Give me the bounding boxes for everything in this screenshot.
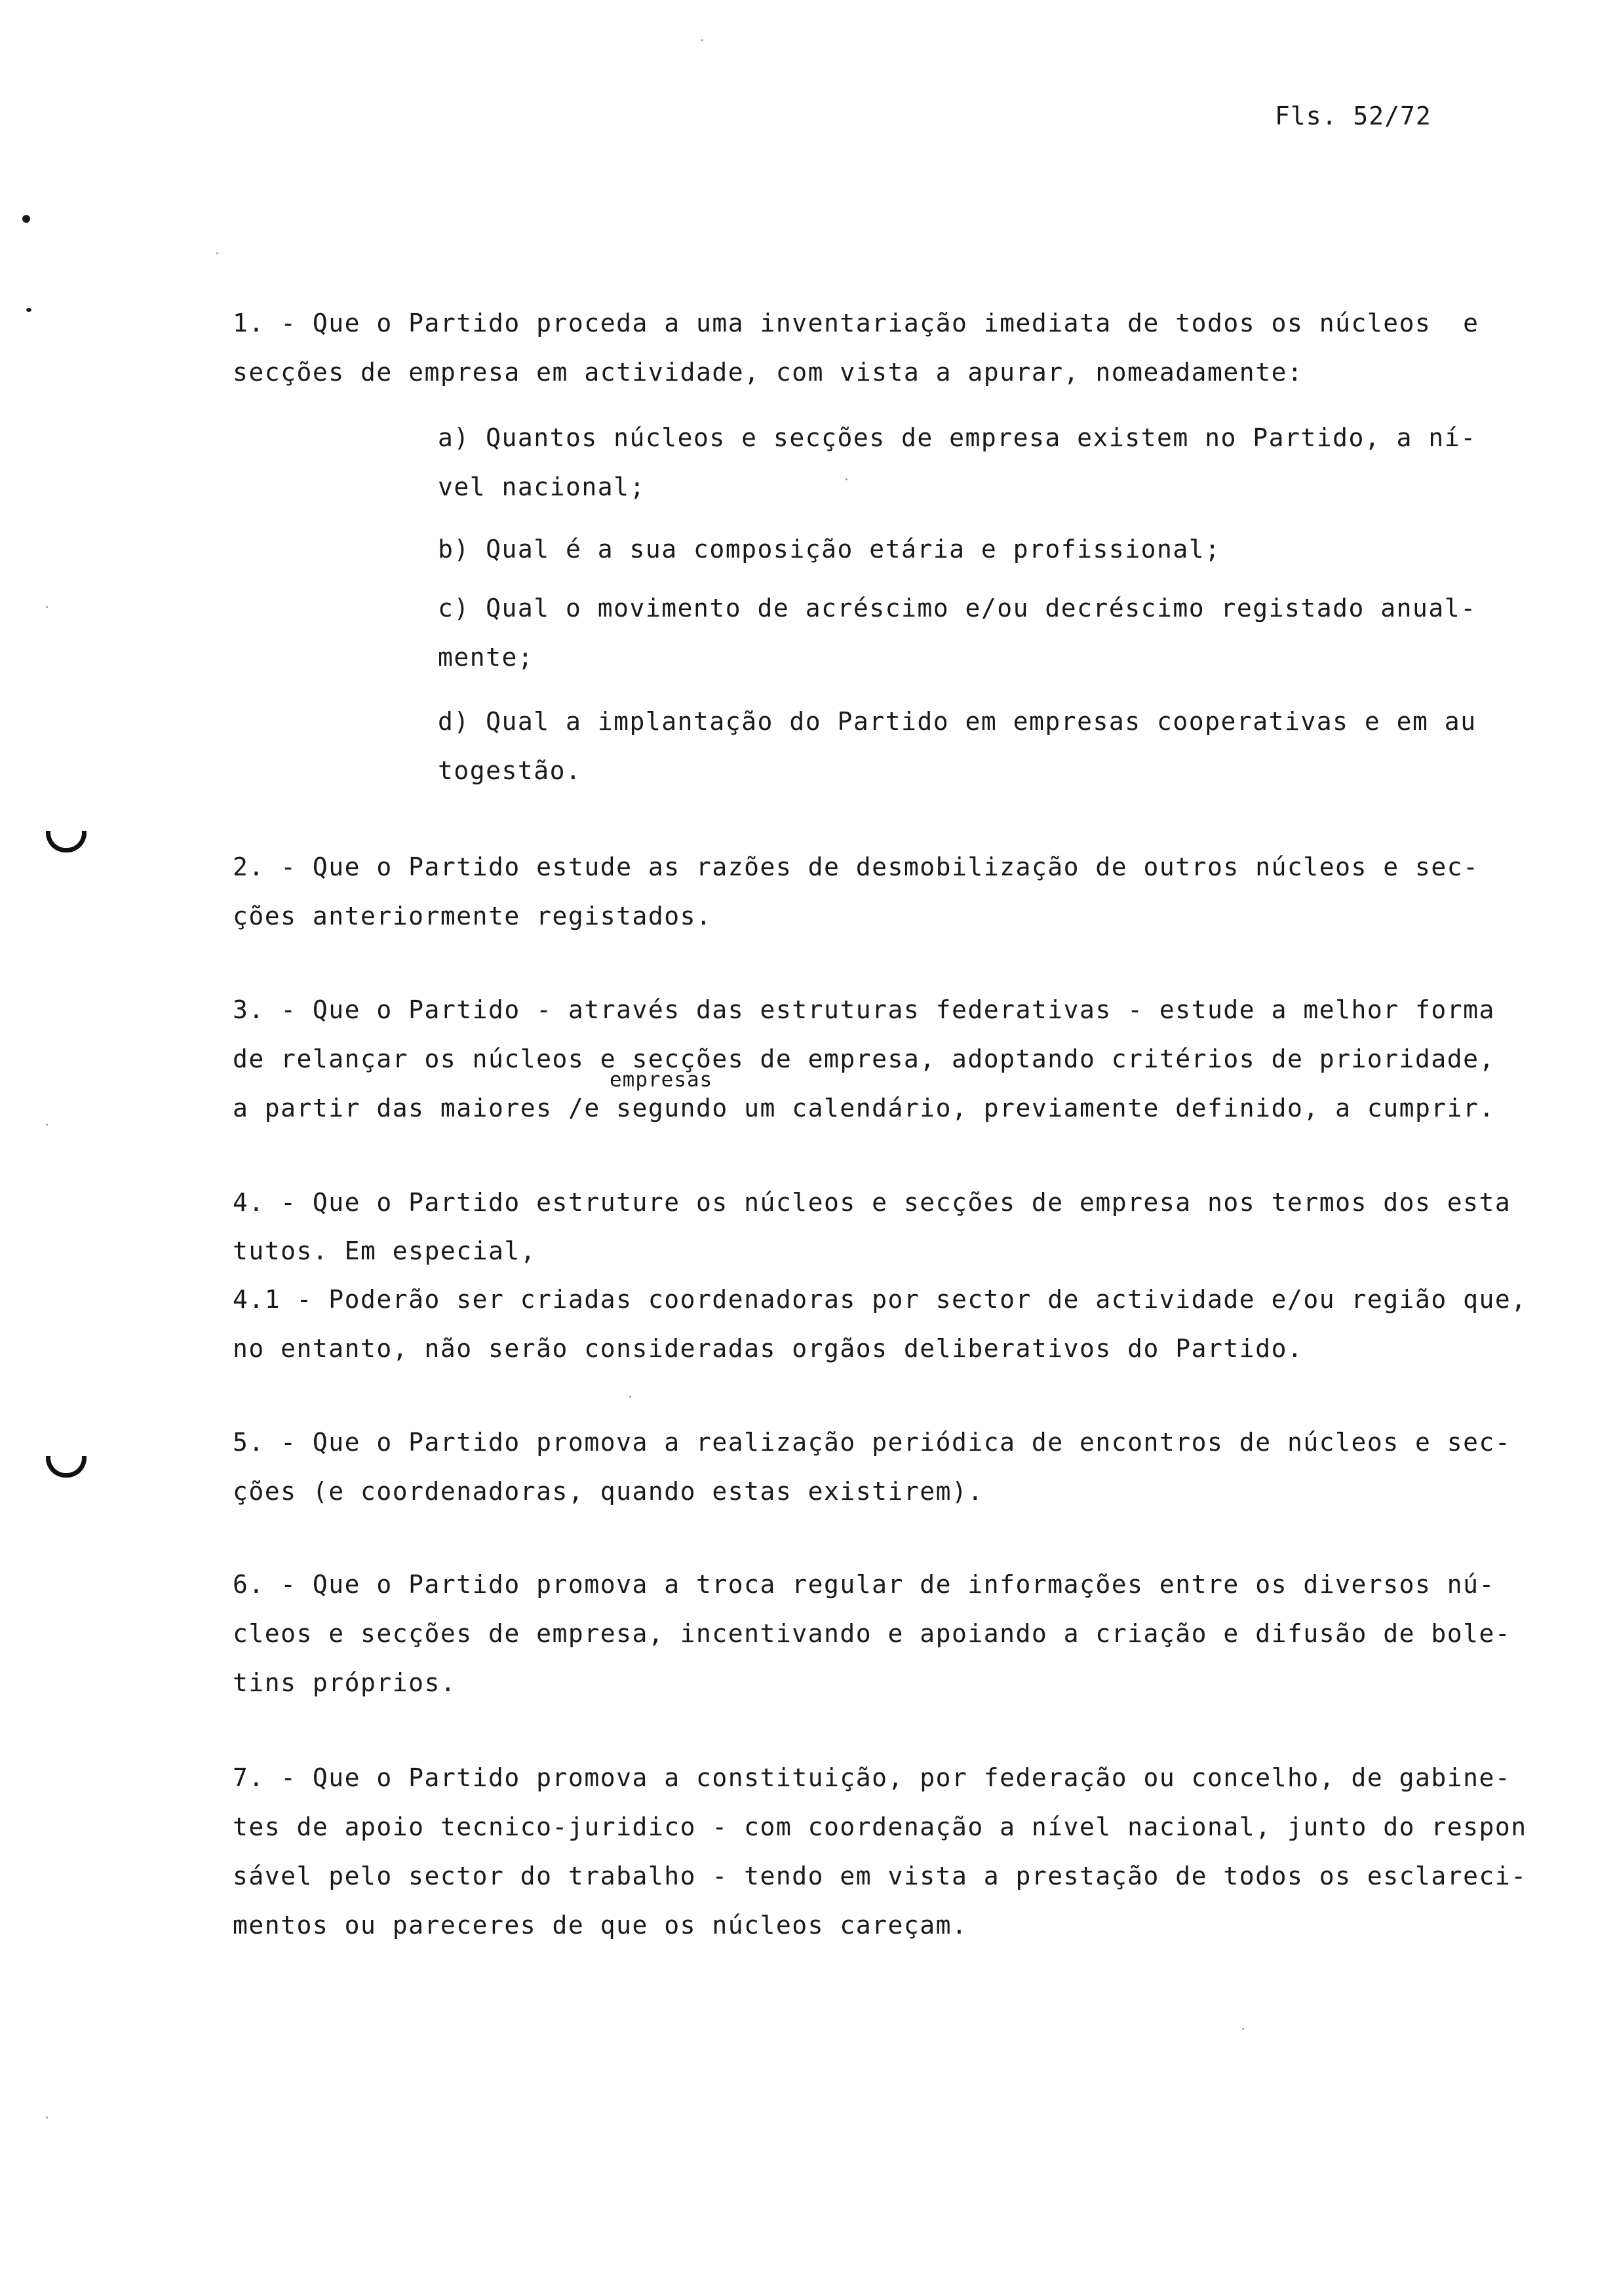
scan-speck: [46, 1124, 48, 1126]
text-line: togestão.: [438, 756, 582, 785]
text-line: sável pelo sector do trabalho - tendo em vista a prestação de todos os esclareci-: [233, 1862, 1527, 1890]
text-line: no entanto, não serão consideradas orgãos deliberativos do Partido.: [233, 1334, 1304, 1363]
margin-dot-mark: [22, 215, 30, 223]
scan-speck: [216, 252, 218, 254]
text-line: tutos. Em especial,: [233, 1236, 537, 1265]
margin-hook-mark: [46, 1456, 87, 1478]
scan-speck: [46, 606, 48, 608]
text-line: tes de apoio tecnico-juridico - com coordenação a nível nacional, junto do respon: [233, 1812, 1527, 1841]
scan-speck: [701, 39, 703, 41]
text-line: 3. - Que o Partido - através das estruturas federativas - estude a melhor forma: [233, 995, 1495, 1024]
scan-speck: [846, 478, 847, 480]
text-line: d) Qual a implantação do Partido em empresas cooperativas e em au: [438, 707, 1477, 736]
text-line: mentos ou pareceres de que os núcleos careçam.: [233, 1911, 968, 1940]
text-line: 4. - Que o Partido estruture os núcleos e secções de empresa nos termos dos esta: [233, 1188, 1511, 1217]
text-line: a) Quantos núcleos e secções de empresa existem no Partido, a ní-: [438, 423, 1477, 452]
margin-tick-mark: [26, 308, 31, 312]
text-line: 1. - Que o Partido proceda a uma inventariação imediata de todos os núcleos e: [233, 309, 1479, 337]
text-line: de relançar os núcleos e secções de empresa, adoptando critérios de prioridade,: [233, 1044, 1495, 1073]
scan-speck: [629, 1396, 631, 1398]
text-line: 7. - Que o Partido promova a constituição, por federação ou concelho, de gabine-: [233, 1763, 1511, 1792]
text-line: vel nacional;: [438, 472, 646, 501]
text-line: c) Qual o movimento de acréscimo e/ou decréscimo registado anual-: [438, 594, 1477, 622]
text-line: mente;: [438, 643, 534, 672]
text-line: secções de empresa em actividade, com vista a apurar, nomeadamente:: [233, 358, 1304, 387]
text-line: ções (e coordenadoras, quando estas existirem).: [233, 1477, 984, 1506]
text-line: tins próprios.: [233, 1668, 457, 1697]
scan-speck: [46, 2116, 48, 2118]
text-line: b) Qual é a sua composição etária e profissional;: [438, 535, 1221, 564]
text-line: 6. - Que o Partido promova a troca regular de informações entre os diversos nú-: [233, 1570, 1495, 1599]
text-line: 2. - Que o Partido estude as razões de desmobilização de outros núcleos e sec-: [233, 852, 1479, 881]
text-line: ções anteriormente registados.: [233, 902, 712, 930]
page-folio: Fls. 52/72: [1275, 102, 1431, 130]
margin-hook-mark: [46, 831, 87, 852]
text-line: a partir das maiores /e segundo um calendário, previamente definido, a cumprir.: [233, 1094, 1495, 1122]
text-line: cleos e secções de empresa, incentivando e apoiando a criação e difusão de bole-: [233, 1619, 1511, 1648]
text-line: 4.1 - Poderão ser criadas coordenadoras por sector de actividade e/ou região que,: [233, 1285, 1527, 1314]
handwritten-insertion: empresas: [610, 1068, 713, 1092]
text-line: 5. - Que o Partido promova a realização periódica de encontros de núcleos e sec-: [233, 1428, 1511, 1457]
scan-speck: [1242, 2028, 1244, 2030]
